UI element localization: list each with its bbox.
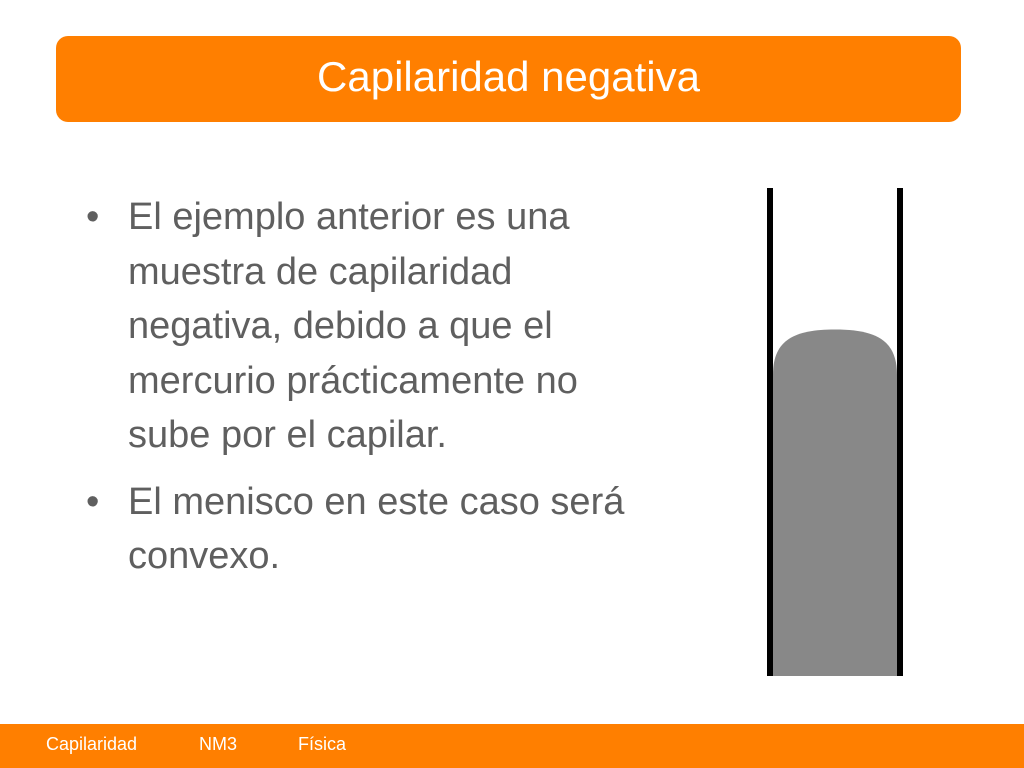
capillary-tube-figure (760, 188, 910, 678)
bullet-text: El ejemplo anterior es una muestra de capilaridad negativa, debido a que el mercurio prácticamente no sube por el capilar. (128, 196, 578, 456)
footer-subject: Física (298, 734, 347, 754)
tube-wall-right (897, 188, 903, 676)
mercury-column (773, 330, 897, 676)
bullet-marker: • (86, 196, 100, 238)
footer-level: NM3 (199, 734, 238, 754)
bullet-marker: • (86, 480, 100, 523)
footer-bar (0, 724, 1024, 768)
bullet-item (86, 475, 646, 584)
bullet-item (86, 190, 646, 463)
capillary-tube-convex-meniscus-icon (760, 188, 910, 678)
slide-title: Capilaridad negativa (317, 53, 700, 100)
bullet-text: El menisco en este caso será convexo. (128, 480, 625, 577)
tube-wall-left (767, 188, 773, 676)
footer-course: Capilaridad (46, 734, 138, 754)
title-bar (56, 36, 961, 122)
bullet-list (86, 190, 646, 596)
